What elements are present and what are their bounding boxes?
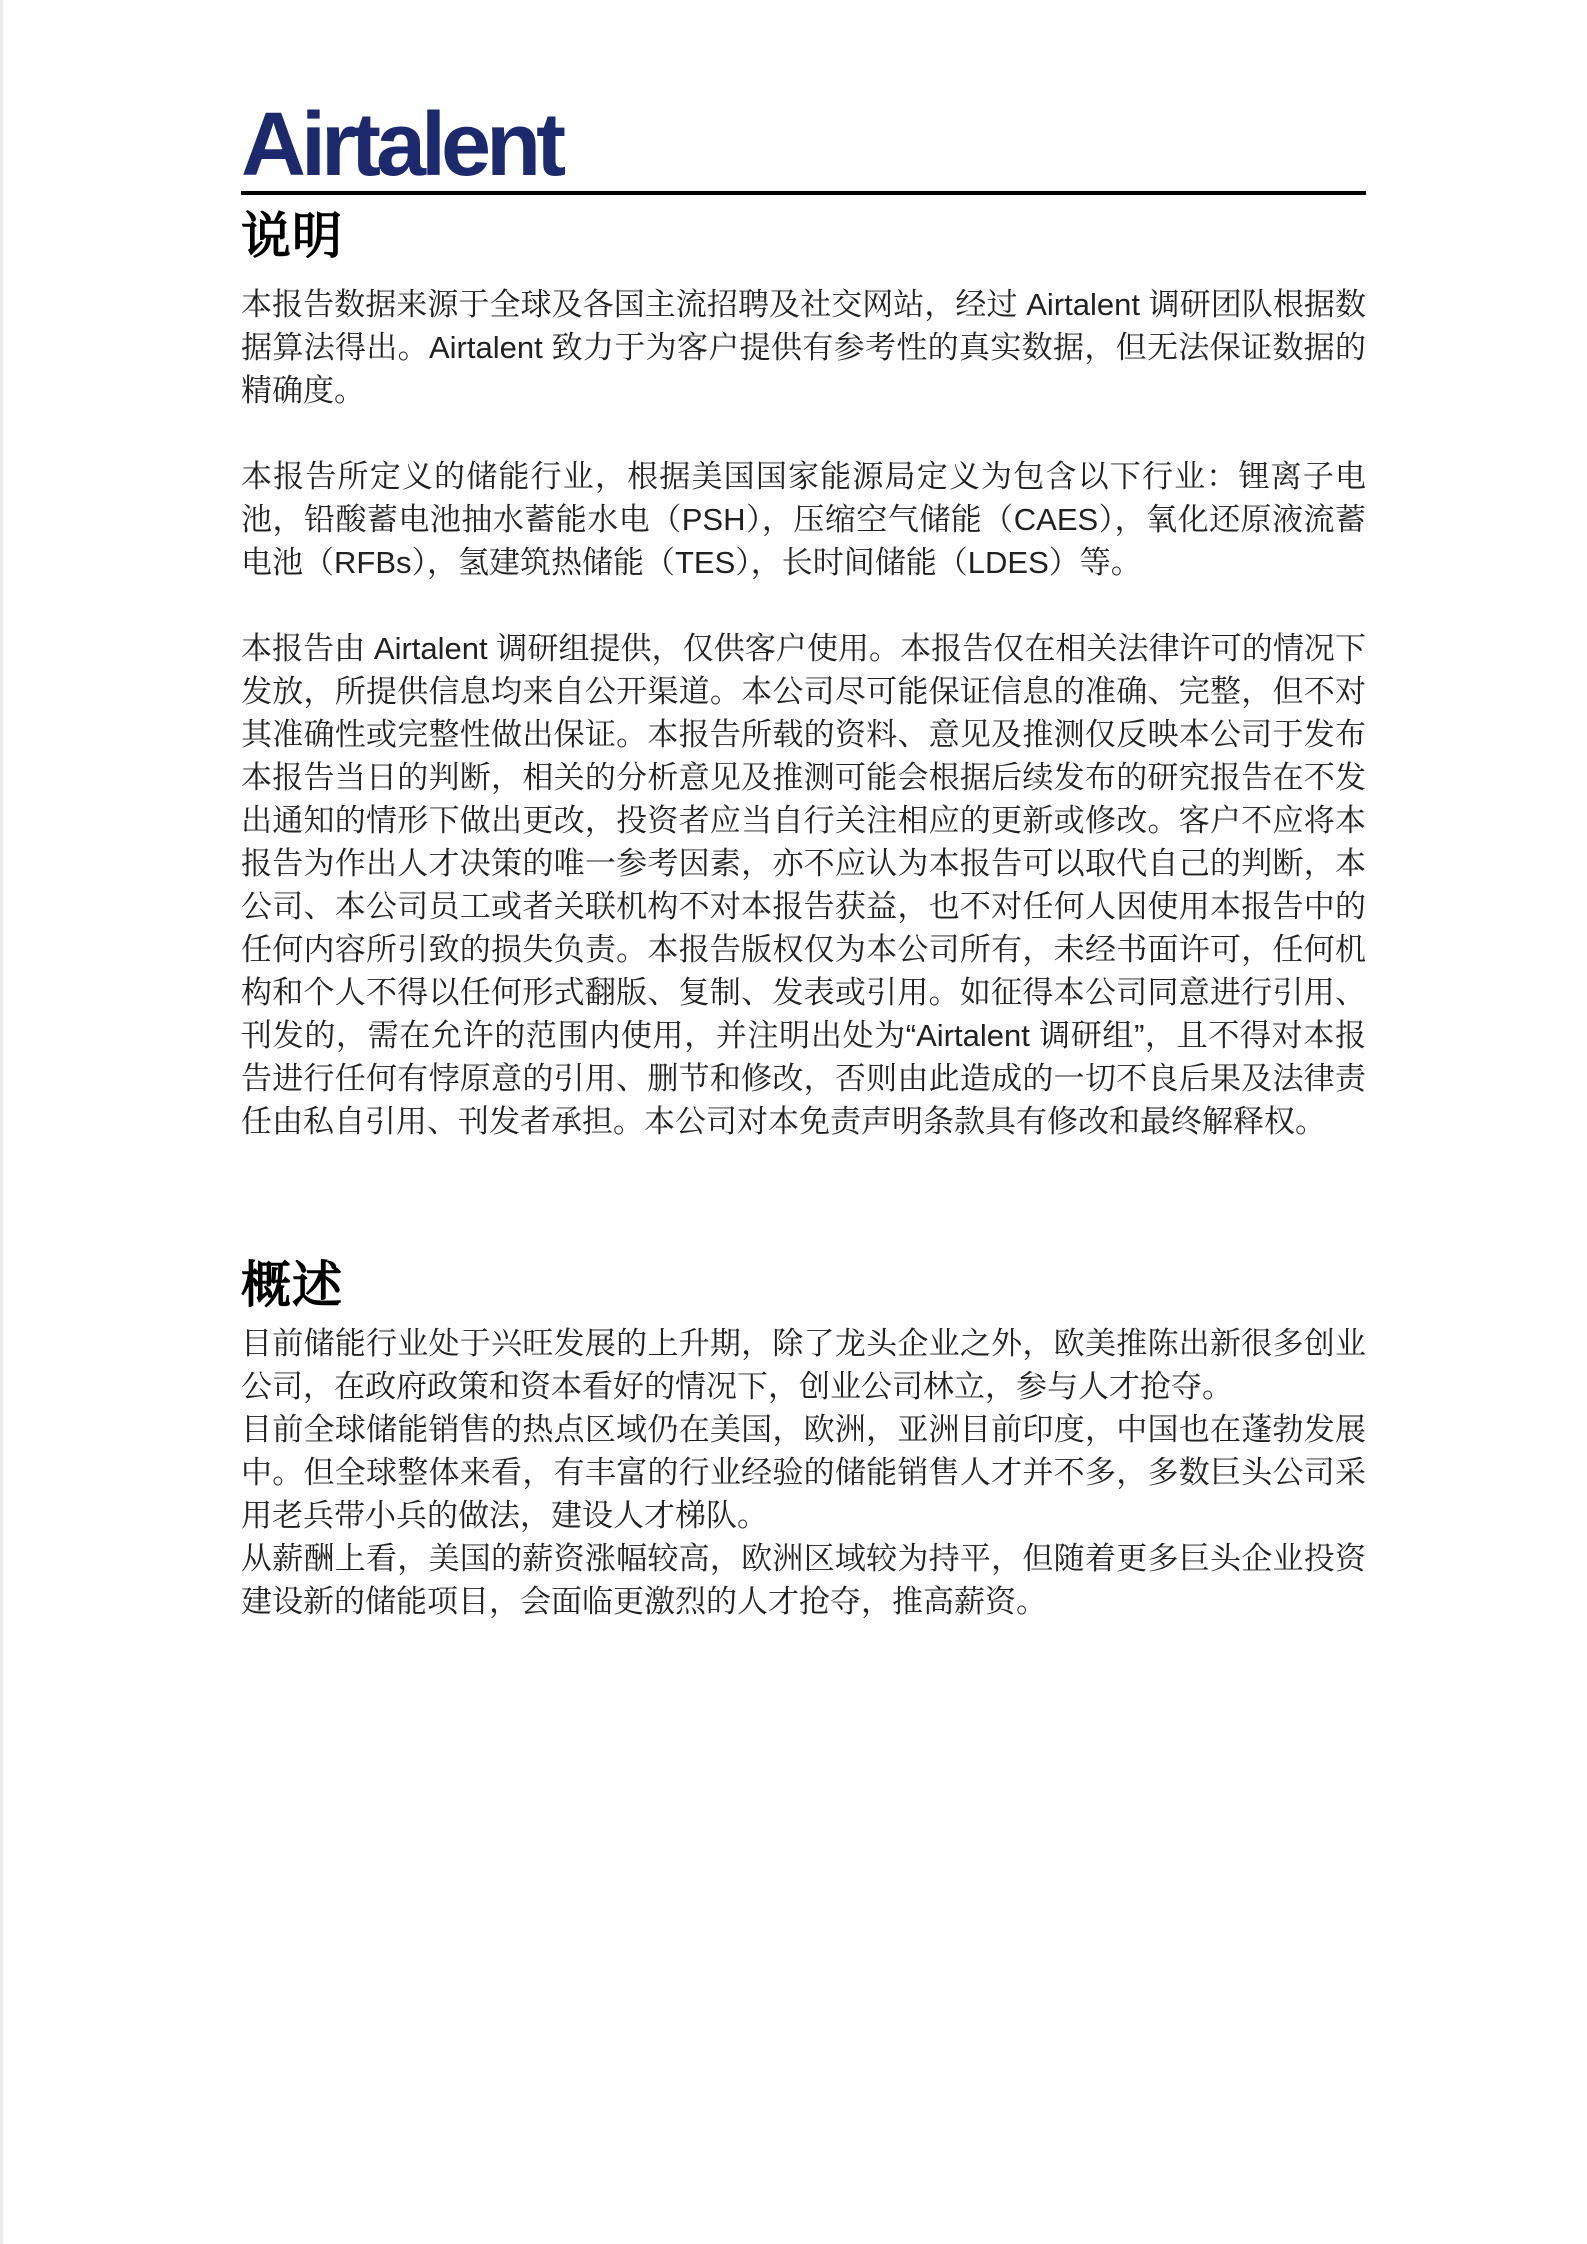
airtalent-logo: Airtalent [241,95,562,195]
page-header [241,0,1366,195]
section-explanation [241,208,1366,1143]
overview-paragraph-1: 目前储能行业处于兴旺发展的上升期，除了龙头企业之外，欧美推陈出新很多创业公司，在政府政策和资本看好的情况下，创业公司林立，参与人才抢夺。 [241,1326,1366,1404]
explanation-paragraph-3: 本报告由 Airtalent 调研组提供，仅供客户使用。本报告仅在相关法律许可的情况下发放，所提供信息均来自公开渠道。本公司尽可能保证信息的准确、完整，但不对其准确性或完整性做出保证。本报告所载的资料、意见及推测仅反映本公司于发布本报告当日的判断，相关的分析意见及推测可能会根据后续发布的研究报告在不发出通知的情形下做出更改，投资者应当自行关注相应的更新或修改。客户不应将本报告为作出人才决策的唯一参考因素，亦不应认为本报告可以取代自己的判断，本公司、本公司员工或者关联机构不对本报告获益，也不对任何人因使用本报告中的任何内容所引致的损失负责。本报告版权仅为本公司所有，未经书面许可，任何机构和个人不得以任何形式翻版、复制、发表或引用。如征得本公司同意进行引用、刊发的，需在允许的范围内使用，并注明出处为“Airtalent 调研组”，且不得对本报告进行任何有悖原意的引用、删节和修改，否则由此造成的一切不良后果及法律责任由私自引用、刊发者承担。本公司对本免责声明条款具有修改和最终解释权。 [241,631,1366,1139]
section-heading-overview: 概述 [241,1257,343,1313]
page-content [241,0,1366,1623]
overview-paragraph-3: 从薪酬上看，美国的薪资涨幅较高，欧洲区域较为持平，但随着更多巨头企业投资建设新的储能项目，会面临更激烈的人才抢夺，推高薪资。 [241,1541,1366,1619]
section-overview [241,1257,1366,1623]
section-heading-explanation: 说明 [241,208,343,264]
explanation-paragraph-2: 本报告所定义的储能行业，根据美国国家能源局定义为包含以下行业：锂离子电池，铅酸蓄电池抽水蓄能水电（PSH），压缩空气储能（CAES），氧化还原液流蓄电池（RFBs），氢建筑热储能（TES），长时间储能（LDES）等。 [241,459,1366,580]
explanation-paragraph-1: 本报告数据来源于全球及各国主流招聘及社交网站，经过 Airtalent 调研团队根据数据算法得出。Airtalent 致力于为客户提供有参考性的真实数据，但无法保证数据的精确度。 [241,287,1366,408]
overview-paragraph-2: 目前全球储能销售的热点区域仍在美国，欧洲，亚洲目前印度，中国也在蓬勃发展中。但全球整体来看，有丰富的行业经验的储能销售人才并不多，多数巨头公司采用老兵带小兵的做法，建设人才梯队。 [241,1412,1366,1533]
